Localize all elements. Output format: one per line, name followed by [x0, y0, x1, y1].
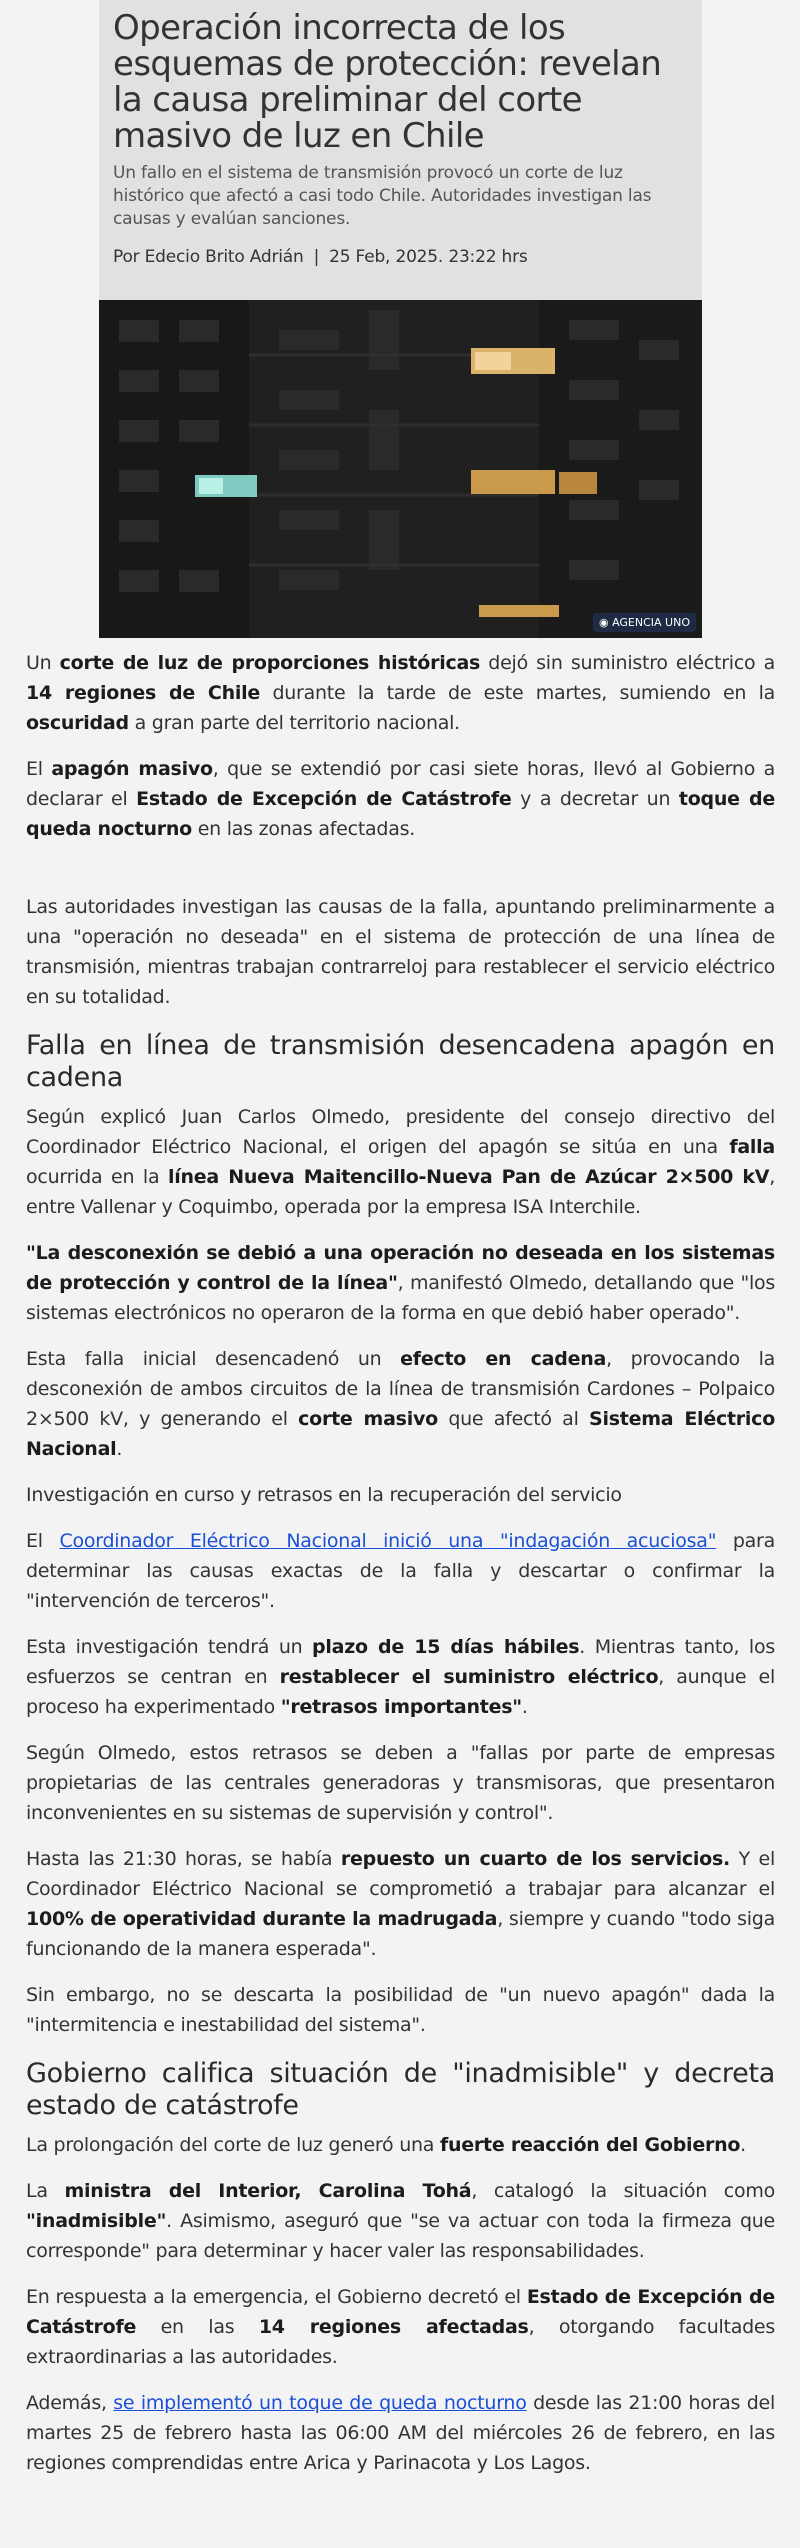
article-subtitle: Un fallo en el sistema de transmisión provocó un corte de luz histórico que afectó a casi todo Chile. Autoridades investigan las causas y evalúan sanciones. — [113, 163, 652, 229]
paragraph: Hasta las 21:30 horas, se había repuesto un cuarto de los servicios. Y el Coordinador Eléctrico Nacional se comprometió a trabajar para alcanzar el 100% de operatividad durante la madrugada, siempre y cuando "todo siga funcionando de la manera esperada". — [26, 1848, 776, 1960]
publish-date: 25 Feb, 2025. 23:22 hrs — [329, 247, 528, 267]
toque-de-queda-link[interactable]: se implementó un toque de queda nocturno — [113, 2392, 527, 2414]
coordinador-link[interactable]: Coordinador Eléctrico Nacional inició una "indagación acuciosa" — [59, 1530, 717, 1552]
paragraph: En respuesta a la emergencia, el Gobierno decretó el Estado de Excepción de Catástrofe en las 14 regiones afectadas, otorgando facultades extraordinarias a las autoridades. — [26, 2286, 776, 2368]
article-body — [26, 648, 775, 2478]
camera-icon: ◉ — [598, 616, 609, 629]
paragraph: La ministra del Interior, Carolina Tohá, catalogó la situación como "inadmisible". Asimismo, aseguró que "se va actuar con toda la firmeza que corresponde" para determinar y hacer valer las responsabilidades. — [26, 2180, 775, 2262]
paragraph: "La desconexión se debió a una operación no deseada en los sistemas de protección y control de la línea", manifestó Olmedo, detallando que "los sistemas electrónicos no operaron de la forma en que debió haber operado". — [26, 1242, 776, 1324]
paragraph: Las autoridades investigan las causas de la falla, apuntando preliminarmente a una "operación no deseada" en el sistema de protección de una línea de transmisión, mientras trabajan contrarreloj para restablecer el servicio eléctrico en su totalidad. — [26, 896, 775, 1008]
paragraph: La prolongación del corte de luz generó una fuerte reacción del Gobierno. — [26, 2134, 746, 2156]
paragraph: Esta investigación tendrá un plazo de 15 días hábiles. Mientras tanto, los esfuerzos se centran en restablecer el suministro eléctrico, aunque el proceso ha experimentado "retrasos importantes". — [26, 1636, 776, 1718]
paragraph: El apagón masivo, que se extendió por casi siete horas, llevó al Gobierno a declarar el Estado de Excepción de Catástrofe y a decretar un toque de queda nocturno en las zonas afectadas. — [26, 758, 776, 840]
section-heading: Gobierno califica situación de "inadmisible" y decreta estado de catástrofe — [26, 2058, 775, 2121]
paragraph: Según Olmedo, estos retrasos se deben a "fallas por parte de empresas propietarias de las centrales generadoras y transmisoras, que presentaron inconvenientes en su sistemas de supervisión y control". — [26, 1742, 775, 1824]
author-name: Por Edecio Brito Adrián — [113, 247, 304, 267]
building-night-image — [99, 300, 702, 638]
photo-credit: ◉ AGENCIA UNO — [593, 613, 696, 632]
article-title: Operación incorrecta de los esquemas de protección: revelan la causa preliminar del corte masivo de luz en Chile — [113, 8, 662, 156]
section-heading: Falla en línea de transmisión desencadena apagón en cadena — [26, 1030, 775, 1093]
paragraph: Además, se implementó un toque de queda nocturno desde las 21:00 horas del martes 25 de febrero hasta las 06:00 AM del miércoles 26 de febrero, en las regiones comprendidas entre Arica y Parinacota y Los Lagos. — [26, 2392, 775, 2474]
byline — [113, 247, 688, 267]
paragraph: Sin embargo, no se descarta la posibilidad de "un nuevo apagón" dada la "intermitencia e inestabilidad del sistema". — [26, 1984, 775, 2036]
article-photo — [99, 300, 702, 638]
paragraph: Un corte de luz de proporciones históricas dejó sin suministro eléctrico a 14 regiones de Chile durante la tarde de este martes, sumiendo en la oscuridad a gran parte del territorio nacional. — [26, 652, 775, 734]
paragraph: Según explicó Juan Carlos Olmedo, presidente del consejo directivo del Coordinador Eléctrico Nacional, el origen del apagón se sitúa en una falla ocurrida en la línea Nueva Maitencillo-Nueva Pan de Azúcar 2×500 kV, entre Vallenar y Coquimbo, operada por la empresa ISA Interchile. — [26, 1106, 775, 1218]
paragraph: El Coordinador Eléctrico Nacional inició una "indagación acuciosa" para determinar las causas exactas de la falla y descartar o confirmar la "intervención de terceros". — [26, 1530, 776, 1612]
paragraph: Esta falla inicial desencadenó un efecto en cadena, provocando la desconexión de ambos circuitos de la línea de transmisión Cardones – Polpaico 2×500 kV, y generando el corte masivo que afectó al Sistema Eléctrico Nacional. — [26, 1348, 776, 1460]
byline-separator: | — [313, 247, 320, 267]
subheading: Investigación en curso y retrasos en la recuperación del servicio — [26, 1484, 622, 1506]
article-header — [99, 0, 702, 300]
